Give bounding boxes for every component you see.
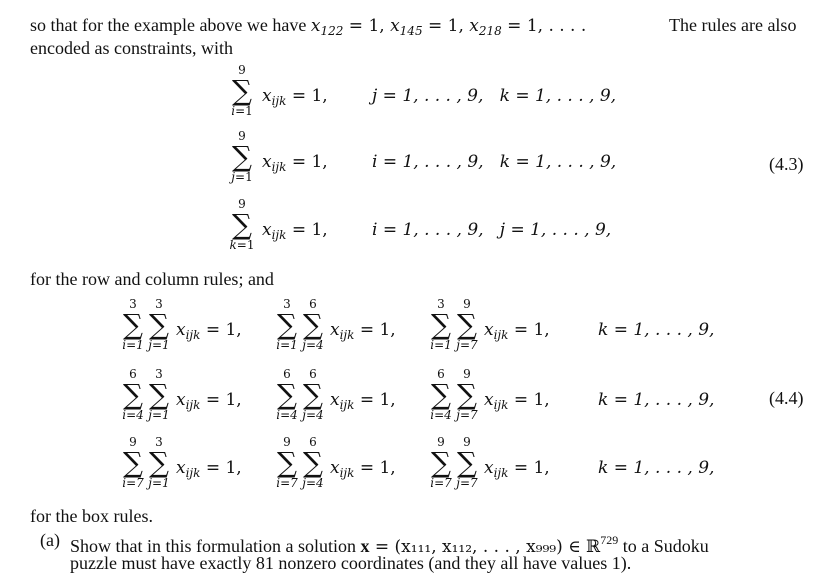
- lower-limit-i: i=1: [430, 338, 452, 352]
- sigma-symbol: ∑: [431, 378, 451, 411]
- x-var-2: x: [390, 16, 400, 36]
- sigma-symbol: ∑: [457, 308, 477, 341]
- summand-var: x: [330, 390, 340, 410]
- upper-limit-i: 9: [129, 435, 137, 449]
- lower-limit: [225, 171, 259, 184]
- upper-limit-j: 3: [155, 367, 163, 381]
- lower-limit-value: =1: [236, 238, 255, 252]
- upper-limit: 9: [238, 63, 246, 77]
- sigma-symbol: ∑: [431, 308, 451, 341]
- summand-expression: [330, 458, 396, 480]
- equation-number-4-4: (4.4): [769, 388, 804, 408]
- x-eq-1: = 1,: [343, 16, 391, 36]
- lower-limit-j: j=4: [302, 476, 324, 490]
- equation-rhs: = 1,: [508, 320, 550, 340]
- lower-limit-i: i=4: [430, 408, 452, 422]
- sigma-block-j: [144, 436, 174, 490]
- lower-limit: [225, 239, 259, 252]
- lower-limit-j: j=1: [148, 476, 170, 490]
- lower-limit-j: j=4: [302, 408, 324, 422]
- sigma-block-j: [144, 298, 174, 352]
- sigma-block-j: [452, 436, 482, 490]
- lower-limit-i: i=4: [122, 408, 144, 422]
- part-a-line-1-prefix: Show that in this formulation a solution: [70, 536, 361, 556]
- box-rules-text: for the box rules.: [30, 506, 153, 526]
- x-eq-3: = 1, . . . .: [501, 16, 587, 36]
- summand-subscript: ijk: [493, 328, 509, 342]
- upper-limit-i: 9: [283, 435, 291, 449]
- summand-subscript: ijk: [185, 398, 201, 412]
- lower-limit-var: i: [231, 104, 236, 118]
- summand-expression: [176, 390, 242, 412]
- summand-subscript: ijk: [339, 328, 355, 342]
- summand-expression: [176, 458, 242, 480]
- x-var-3: x: [469, 16, 479, 36]
- upper-limit-j: 3: [155, 435, 163, 449]
- sigma-block-j: [298, 368, 328, 422]
- sigma-symbol: ∑: [123, 446, 143, 479]
- x-sub-3: 218: [478, 24, 502, 38]
- summand-subscript: ijk: [271, 94, 287, 108]
- lower-limit-j: j=7: [456, 476, 478, 490]
- summand-var: x: [262, 152, 272, 172]
- equation-rhs: = 1,: [200, 320, 242, 340]
- sigma-block-j: [452, 368, 482, 422]
- summand-var: x: [176, 390, 186, 410]
- sigma-symbol: ∑: [149, 446, 169, 479]
- summand-expression: [176, 320, 242, 342]
- sigma-block-j: [144, 368, 174, 422]
- x-eq-2: = 1,: [422, 16, 470, 36]
- sigma-symbol: ∑: [123, 378, 143, 411]
- upper-limit: 9: [238, 197, 246, 211]
- intro-line-1-prefix: so that for the example above we have: [30, 15, 311, 35]
- lower-limit-i: i=1: [122, 338, 144, 352]
- summand-var: x: [176, 458, 186, 478]
- summand-subscript: ijk: [271, 228, 287, 242]
- upper-limit-j: 9: [463, 367, 471, 381]
- summand-expression: [484, 458, 550, 480]
- x-sub-1: 122: [320, 24, 344, 38]
- upper-limit-j: 9: [463, 435, 471, 449]
- sigma-symbol: ∑: [303, 308, 323, 341]
- upper-limit-j: 6: [309, 435, 317, 449]
- summand-subscript: ijk: [339, 398, 355, 412]
- upper-limit-i: 3: [129, 297, 137, 311]
- summand-var: x: [330, 458, 340, 478]
- equation-rhs: = 1,: [286, 152, 328, 172]
- part-a-line-2: puzzle must have exactly 81 nonzero coordinates (and they all have values 1).: [70, 553, 632, 573]
- summand-subscript: ijk: [271, 160, 287, 174]
- part-a-math: = (x₁₁₁, x₁₁₂, . . . , x₉₉₉) ∈ ℝ: [369, 537, 601, 557]
- sigma-symbol: ∑: [232, 140, 252, 173]
- upper-limit-i: 6: [437, 367, 445, 381]
- summand-expression: [484, 390, 550, 412]
- upper-limit-i: 6: [129, 367, 137, 381]
- lower-limit-j: j=7: [456, 408, 478, 422]
- lower-limit-i: i=7: [430, 476, 452, 490]
- index-condition: j = 1, . . . , 9, k = 1, . . . , 9,: [372, 86, 617, 106]
- sigma-symbol: ∑: [303, 446, 323, 479]
- sigma-symbol: ∑: [277, 378, 297, 411]
- summand-subscript: ijk: [493, 398, 509, 412]
- sigma-symbol: ∑: [303, 378, 323, 411]
- summand-subscript: ijk: [185, 328, 201, 342]
- sigma-symbol: ∑: [431, 446, 451, 479]
- upper-limit: 9: [238, 129, 246, 143]
- summand-expression: [484, 320, 550, 342]
- lower-limit-j: j=1: [148, 338, 170, 352]
- summand-subscript: ijk: [185, 466, 201, 480]
- sigma-symbol: ∑: [277, 308, 297, 341]
- lower-limit-i: i=7: [276, 476, 298, 490]
- lower-limit-j: j=7: [456, 338, 478, 352]
- upper-limit-i: 9: [437, 435, 445, 449]
- index-condition: k = 1, . . . , 9,: [598, 458, 715, 478]
- summand-var: x: [484, 320, 494, 340]
- lower-limit-var: k: [229, 238, 237, 252]
- upper-limit-i: 3: [283, 297, 291, 311]
- summand-var: x: [484, 390, 494, 410]
- index-condition: k = 1, . . . , 9,: [598, 390, 715, 410]
- lower-limit-i: i=4: [276, 408, 298, 422]
- lower-limit-i: i=7: [122, 476, 144, 490]
- equation-rhs: = 1,: [200, 458, 242, 478]
- summand-var: x: [262, 220, 272, 240]
- solution-vector: x: [360, 536, 370, 556]
- sigma-block-j: [298, 436, 328, 490]
- equation-rhs: = 1,: [200, 390, 242, 410]
- part-a-line-1-suffix: to a Sudoku: [618, 536, 709, 556]
- row-column-rules-text: for the row and column rules; and: [30, 269, 274, 289]
- lower-limit-value: =1: [235, 104, 253, 118]
- sigma-symbol: ∑: [457, 446, 477, 479]
- intro-line-1-suffix: The rules are also: [669, 15, 797, 35]
- sigma-symbol: ∑: [232, 74, 252, 107]
- dimension-superscript: 729: [600, 533, 619, 547]
- equation-rhs: = 1,: [508, 390, 550, 410]
- lower-limit-var: j: [231, 170, 236, 184]
- x-var-1: x: [310, 16, 321, 36]
- upper-limit-j: 3: [155, 297, 163, 311]
- sigma-block-j: [452, 298, 482, 352]
- part-a-label: (a): [40, 530, 60, 550]
- summand-expression: [262, 86, 328, 108]
- sigma-symbol: ∑: [149, 378, 169, 411]
- lower-limit-value: =1: [235, 170, 253, 184]
- index-condition: i = 1, . . . , 9, k = 1, . . . , 9,: [372, 152, 617, 172]
- summand-expression: [262, 152, 328, 174]
- summand-var: x: [330, 320, 340, 340]
- index-condition: k = 1, . . . , 9,: [598, 320, 715, 340]
- summand-expression: [330, 320, 396, 342]
- intro-line-2: encoded as constraints, with: [30, 38, 233, 58]
- sigma-symbol: ∑: [232, 208, 252, 241]
- summand-var: x: [176, 320, 186, 340]
- summand-var: x: [262, 86, 272, 106]
- upper-limit-j: 6: [309, 297, 317, 311]
- sigma-symbol: ∑: [457, 378, 477, 411]
- sigma-symbol: ∑: [149, 308, 169, 341]
- summand-subscript: ijk: [493, 466, 509, 480]
- sigma-block: [225, 64, 259, 118]
- upper-limit-j: 9: [463, 297, 471, 311]
- sigma-block: [225, 130, 259, 184]
- equation-rhs: = 1,: [508, 458, 550, 478]
- summand-var: x: [484, 458, 494, 478]
- index-condition: i = 1, . . . , 9, j = 1, . . . , 9,: [372, 220, 612, 240]
- equation-rhs: = 1,: [354, 320, 396, 340]
- sigma-block-j: [298, 298, 328, 352]
- sigma-symbol: ∑: [277, 446, 297, 479]
- upper-limit-j: 6: [309, 367, 317, 381]
- equation-rhs: = 1,: [286, 220, 328, 240]
- lower-limit: [225, 105, 259, 118]
- summand-expression: [330, 390, 396, 412]
- lower-limit-j: j=1: [148, 408, 170, 422]
- lower-limit-j: j=4: [302, 338, 324, 352]
- equation-number-4-3: (4.3): [769, 154, 804, 174]
- equation-rhs: = 1,: [354, 458, 396, 478]
- sigma-block: [225, 198, 259, 252]
- upper-limit-i: 3: [437, 297, 445, 311]
- sigma-symbol: ∑: [123, 308, 143, 341]
- summand-expression: [262, 220, 328, 242]
- upper-limit-i: 6: [283, 367, 291, 381]
- lower-limit-i: i=1: [276, 338, 298, 352]
- summand-subscript: ijk: [339, 466, 355, 480]
- equation-rhs: = 1,: [354, 390, 396, 410]
- equation-rhs: = 1,: [286, 86, 328, 106]
- x-sub-2: 145: [399, 24, 423, 38]
